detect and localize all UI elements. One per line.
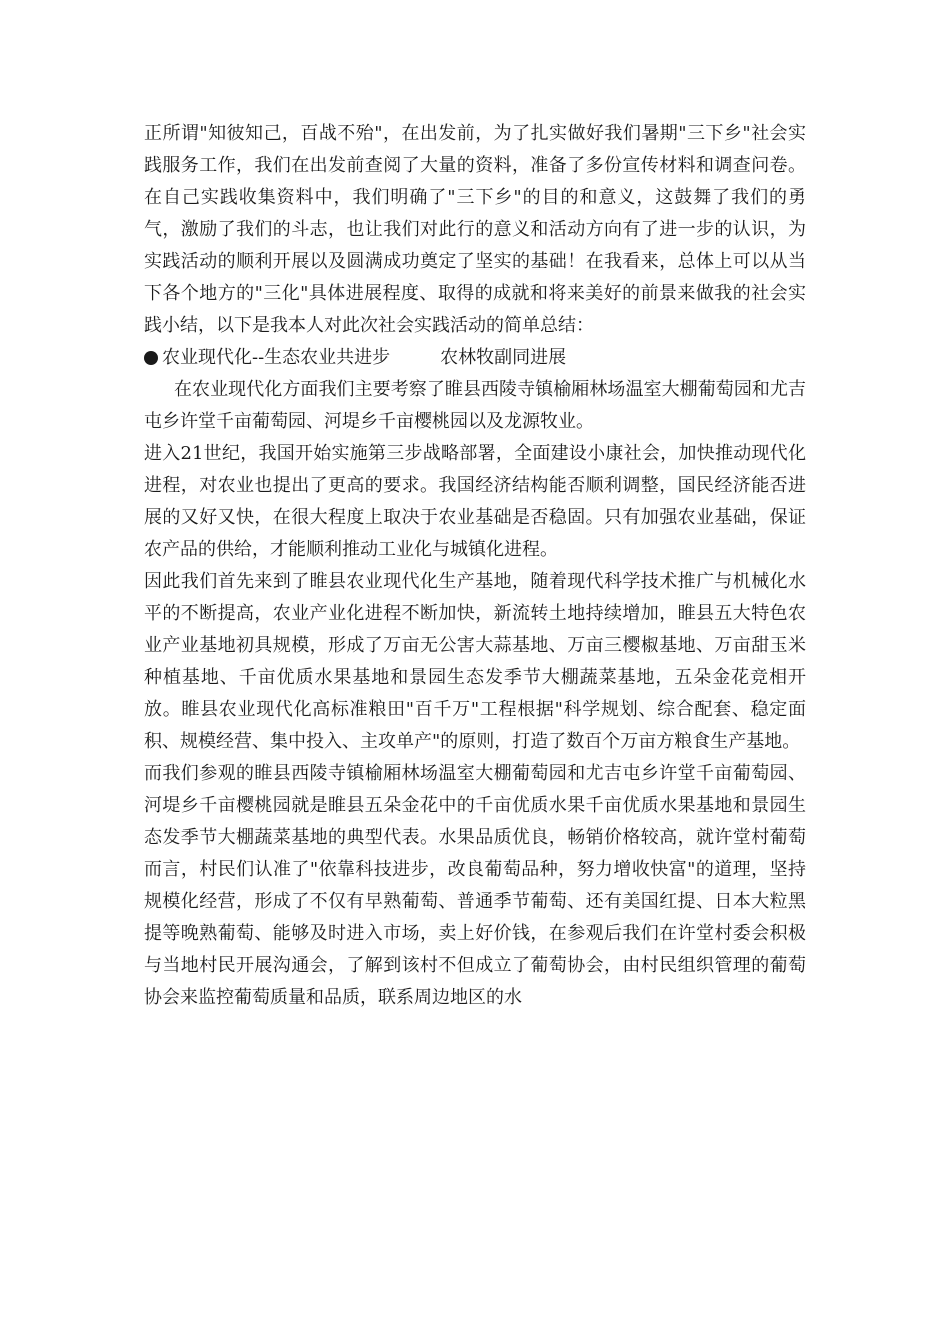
section-paragraph-1: 在农业现代化方面我们主要考察了睢县西陵寺镇榆厢林场温室大棚葡萄园和尤吉屯乡许堂千亩葡萄园、河堤乡千亩樱桃园以及龙源牧业。 — [144, 379, 806, 432]
intro-paragraph: 正所谓"知彼知己，百战不殆"，在出发前，为了扎实做好我们暑期"三下乡"社会实践服务工作，我们在出发前查阅了大量的资料，准备了多份宣传材料和调查问卷。在自己实践收集资料中，我们明确了"三下乡"的目的和意义，这鼓舞了我们的勇气，激励了我们的斗志，也让我们对此行的意义和活动方向有了进一步的认识，为实践活动的顺利开展以及圆满成功奠定了坚实的基础！在我看来，总体上可以从当下各个地方的"三化"具体进展程度、取得的成就和将来美好的前景来做我的社会实践小结，以下是我本人对此次社会实践活动的简单总结： — [144, 123, 806, 336]
bullet-icon — [144, 351, 158, 365]
section-heading — [144, 342, 806, 374]
section-paragraph-4: 而我们参观的睢县西陵寺镇榆厢林场温室大棚葡萄园和尤吉屯乡许堂千亩葡萄园、河堤乡千亩樱桃园就是睢县五朵金花中的千亩优质水果千亩优质水果基地和景园生态发季节大棚蔬菜基地的典型代表。水果品质优良，畅销价格较高，就许堂村葡萄而言，村民们认准了"依靠科技进步，改良葡萄品种，努力增收快富"的道理，坚持规模化经营，形成了不仅有早熟葡萄、普通季节葡萄、还有美国红提、日本大粒黑提等晚熟葡萄、能够及时进入市场，卖上好价钱，在参观后我们在许堂村委会积极与当地村民开展沟通会，了解到该村不但成立了葡萄协会，由村民组织管理的葡萄协会来监控葡萄质量和品质，联系周边地区的水 — [144, 763, 806, 1008]
section-heading-part1: 农业现代化--生态农业共进步 — [162, 347, 391, 368]
section-heading-part2: 农林牧副同进展 — [440, 347, 567, 368]
section-paragraph-2: 进入21世纪，我国开始实施第三步战略部署，全面建设小康社会，加快推动现代化进程，对农业也提出了更高的要求。我国经济结构能否顺利调整，国民经济能否进展的又好又快，在很大程度上取决于农业基础是否稳固。只有加强农业基础，保证农产品的供给，才能顺利推动工业化与城镇化进程。 — [144, 443, 806, 560]
section-paragraph-3: 因此我们首先来到了睢县农业现代化生产基地，随着现代科学技术推广与机械化水平的不断提高，农业产业化进程不断加快，新流转土地持续增加，睢县五大特色农业产业基地初具规模，形成了万亩无公害大蒜基地、万亩三樱椒基地、万亩甜玉米种植基地、千亩优质水果基地和景园生态发季节大棚蔬菜基地，五朵金花竞相开放。睢县农业现代化高标准粮田"百千万"工程根据"科学规划、综合配套、稳定面积、规模经营、集中投入、主攻单产"的原则，打造了数百个万亩方粮食生产基地。 — [144, 571, 806, 752]
document-page — [144, 118, 806, 1014]
